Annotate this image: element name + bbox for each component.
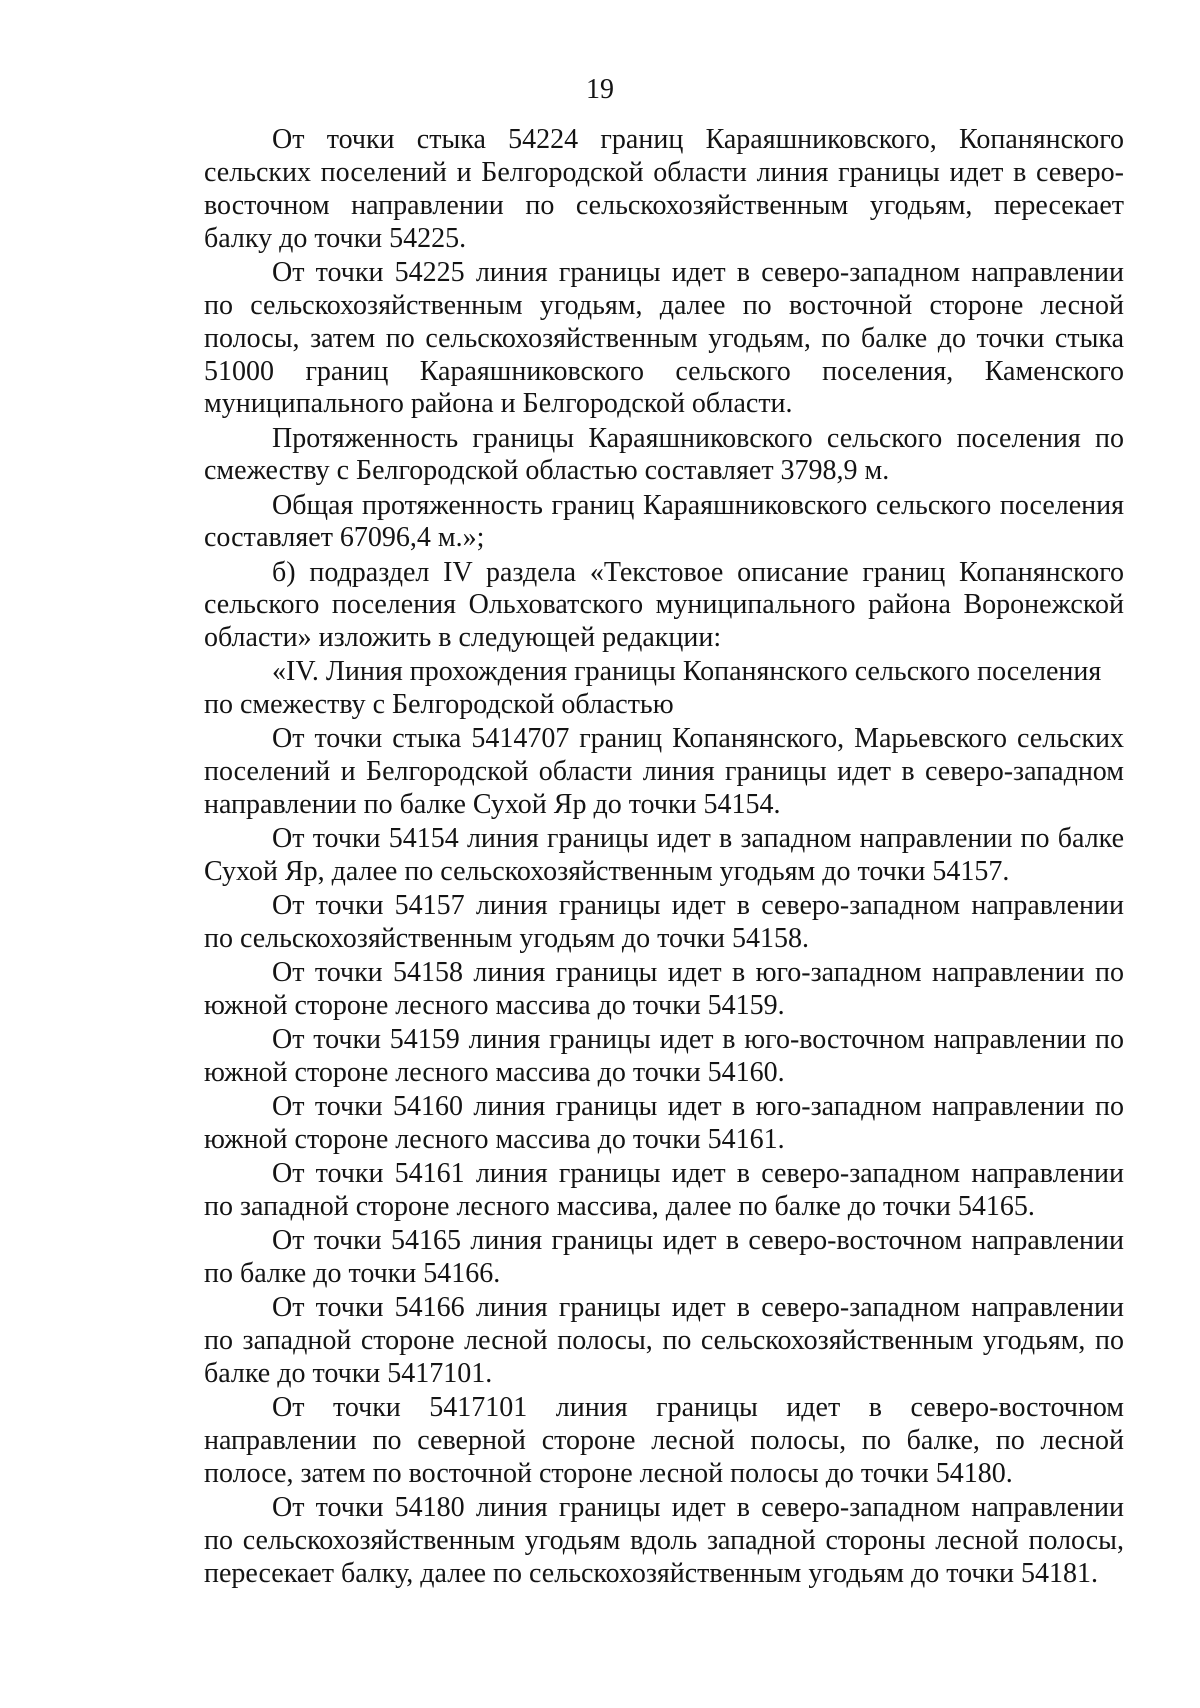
paragraph-boundary-54157: От точки 54157 линия границы идет в северо-западном направлении по сельскохозяйственным угодьям до точки 54158. <box>204 890 1124 955</box>
paragraph-boundary-54159: От точки 54159 линия границы идет в юго-восточном направлении по южной стороне лесного массива до точки 54160. <box>204 1024 1124 1089</box>
paragraph-boundary-54158: От точки 54158 линия границы идет в юго-западном направлении по южной стороне лесного массива до точки 54159. <box>204 957 1124 1022</box>
paragraph-boundary-5417101: От точки 5417101 линия границы идет в северо-восточном направлении по северной стороне лесной полосы, по балке, по лесной полосе, затем по восточной стороне лесной полосы до точки 54180. <box>204 1392 1124 1490</box>
paragraph-boundary-54180: От точки 54180 линия границы идет в северо-западном направлении по сельскохозяйственным угодьям вдоль западной стороны лесной полосы, пересекает балку, далее по сельскохозяйственным угодьям до точки 54181. <box>204 1492 1124 1589</box>
section-heading-iv: «IV. Линия прохождения границы Копанянского сельского поселения по смежеству с Белгородской областью <box>204 656 1102 721</box>
document-body <box>204 124 1124 1592</box>
paragraph-amendment-b: б) подраздел IV раздела «Текстовое описание границ Копанянского сельского поселения Ольховатского муниципального района Воронежской области» изложить в следующей редакции: <box>204 556 1124 654</box>
paragraph-total-length: Общая протяженность границ Караяшниковского сельского поселения составляет 67096,4 м.»; <box>204 489 1124 554</box>
paragraph-boundary-length: Протяженность границы Караяшниковского сельского поселения по смежеству с Белгородской областью составляет 3798,9 м. <box>204 422 1124 487</box>
paragraph-boundary-54225: От точки 54225 линия границы идет в северо-западном направлении по сельскохозяйственным угодьям, далее по восточной стороне лесной полосы, затем по сельскохозяйственным угодьям, по балке до точки стыка 51000 границ Караяшниковского сельского поселения, Каменского муниципального района и Белгородской области. <box>204 256 1124 420</box>
page-number: 19 <box>586 74 614 105</box>
paragraph-boundary-54165: От точки 54165 линия границы идет в северо-восточном направлении по балке до точки 54166. <box>204 1225 1124 1290</box>
paragraph-boundary-5414707: От точки стыка 5414707 границ Копанянского, Марьевского сельских поселений и Белгородской области линия границы идет в северо-западном направлении по балке Сухой Яр до точки 54154. <box>204 723 1124 821</box>
paragraph-boundary-54224: От точки стыка 54224 границ Караяшниковского, Копанянского сельских поселений и Белгородской области линия границы идет в северо-восточном направлении по сельскохозяйственным угодьям, пересекает балку до точки 54225. <box>204 124 1124 254</box>
paragraph-boundary-54160: От точки 54160 линия границы идет в юго-западном направлении по южной стороне лесного массива до точки 54161. <box>204 1091 1124 1156</box>
paragraph-boundary-54154: От точки 54154 линия границы идет в западном направлении по балке Сухой Яр, далее по сельскохозяйственным угодьям до точки 54157. <box>204 823 1124 888</box>
paragraph-boundary-54161: От точки 54161 линия границы идет в северо-западном направлении по западной стороне лесного массива, далее по балке до точки 54165. <box>204 1158 1124 1223</box>
paragraph-boundary-54166: От точки 54166 линия границы идет в северо-западном направлении по западной стороне лесной полосы, по сельскохозяйственным угодьям, по балке до точки 5417101. <box>204 1292 1124 1390</box>
